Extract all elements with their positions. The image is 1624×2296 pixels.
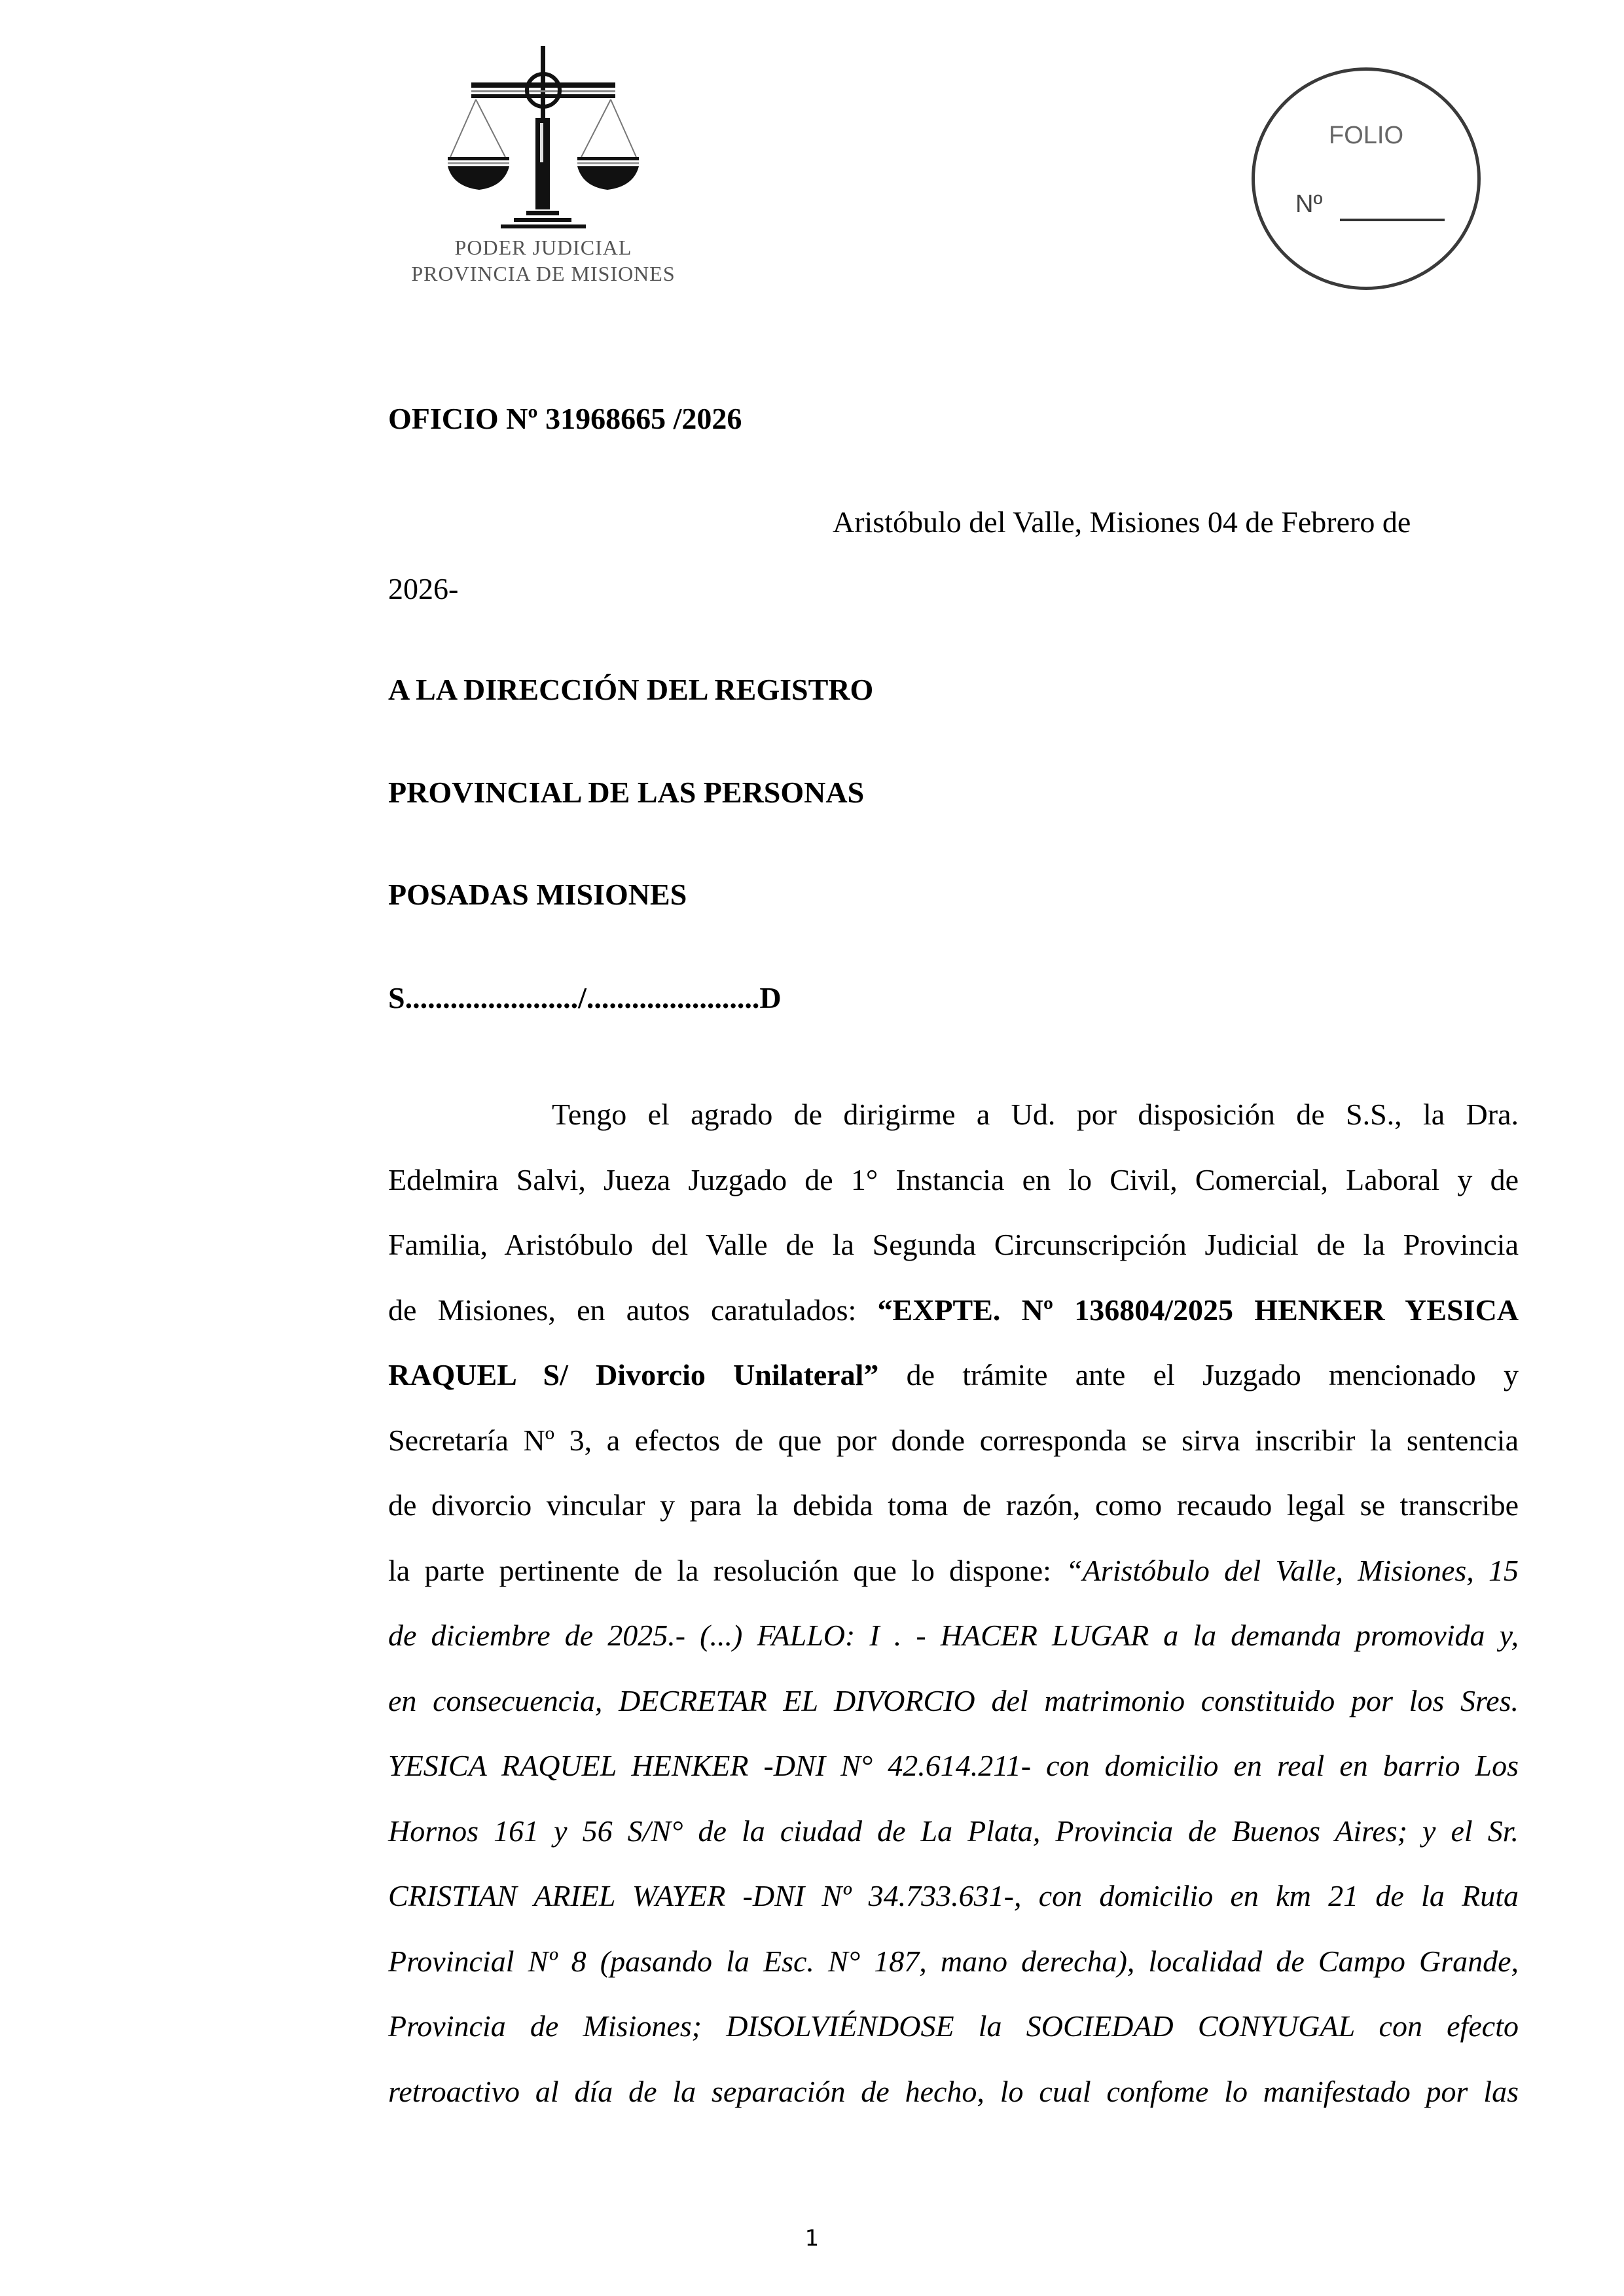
body-text: de Misiones, en autos caratulados: <box>388 1293 878 1327</box>
folio-title: FOLIO <box>1328 122 1404 149</box>
body-paragraph <box>388 1082 1519 2124</box>
scales-of-justice-icon <box>439 39 648 229</box>
date-line-1: Aristóbulo del Valle, Misiones 04 de Febrero de <box>833 505 1411 539</box>
case-title-text: RAQUEL S/ Divorcio Unilateral” <box>388 1358 879 1391</box>
quoted-ruling-text: Hornos 161 y 56 S/N° de la ciudad de La Plata, Provincia de Buenos Aires; y el Sr. <box>388 1814 1519 1848</box>
quoted-ruling-text: YESICA RAQUEL HENKER -DNI N° 42.614.211- con domicilio en real en barrio Los <box>388 1749 1519 1782</box>
body-line <box>388 1799 1519 1864</box>
quoted-ruling-text: Provincia de Misiones; DISOLVIÉNDOSE la SOCIEDAD CONYUGAL con efecto <box>388 2009 1519 2043</box>
quoted-ruling-text: de diciembre de 2025.- (...) FALLO: I . - HACER LUGAR a la demanda promovida y, <box>388 1619 1519 1652</box>
quoted-ruling-text: Provincial Nº 8 (pasando la Esc. N° 187, mano derecha), localidad de Campo Grande, <box>388 1944 1519 1978</box>
body-line <box>388 1994 1519 2059</box>
body-line <box>388 1408 1519 1473</box>
recipient-line-1: A LA DIRECCIÓN DEL REGISTRO <box>388 673 874 706</box>
body-line <box>388 1212 1519 1278</box>
body-line <box>388 1863 1519 1929</box>
body-text: Familia, Aristóbulo del Valle de la Segunda Circunscripción Judicial de la Provincia <box>388 1228 1519 1261</box>
recipient-line-3: POSADAS MISIONES <box>388 878 687 911</box>
body-line <box>388 1603 1519 1668</box>
folio-number-blank <box>1340 219 1445 221</box>
recipient-line-2: PROVINCIAL DE LAS PERSONAS <box>388 776 865 809</box>
body-line <box>388 1342 1519 1408</box>
body-line <box>388 1473 1519 1538</box>
quoted-ruling-text: retroactivo al día de la separación de hecho, lo cual confome lo manifestado por las <box>388 2074 1519 2108</box>
folio-stamp <box>1252 67 1481 290</box>
date-line-2: 2026- <box>388 572 459 605</box>
salutation: S......................./.......................D <box>388 981 782 1014</box>
body-line <box>388 1147 1519 1213</box>
oficio-number: OFICIO Nº 31968665 /2026 <box>388 402 742 435</box>
body-text: Edelmira Salvi, Jueza Juzgado de 1° Instancia en lo Civil, Comercial, Laboral y de <box>388 1162 1519 1196</box>
folio-number-label: Nº <box>1295 190 1323 218</box>
body-line <box>388 1929 1519 1994</box>
body-text: Tengo el agrado de dirigirme a Ud. por disposición de S.S., la Dra. <box>552 1098 1519 1131</box>
logo-line-poder-judicial: PODER JUDICIAL <box>454 236 632 259</box>
quoted-ruling-text: CRISTIAN ARIEL WAYER -DNI Nº 34.733.631-, con domicilio en km 21 de la Ruta <box>388 1879 1519 1912</box>
page-number: 1 <box>804 2225 820 2251</box>
case-title-text: “EXPTE. Nº 136804/2025 HENKER YESICA <box>877 1293 1519 1327</box>
body-line <box>388 1278 1519 1343</box>
body-line <box>388 2059 1519 2125</box>
body-line <box>388 1668 1519 1734</box>
body-text: Secretaría Nº 3, a efectos de que por donde corresponda se sirva inscribir la sentencia <box>388 1423 1519 1457</box>
body-text: de divorcio vincular y para la debida toma de razón, como recaudo legal se transcribe <box>388 1488 1519 1522</box>
quoted-ruling-text: “Aristóbulo del Valle, Misiones, 15 <box>1066 1553 1519 1587</box>
body-text: de trámite ante el Juzgado mencionado y <box>878 1358 1519 1391</box>
body-text: la parte pertinente de la resolución que lo dispone: <box>388 1553 1066 1587</box>
body-line <box>388 1082 1519 1147</box>
body-line <box>388 1538 1519 1604</box>
court-logo <box>399 39 687 288</box>
quoted-ruling-text: en consecuencia, DECRETAR EL DIVORCIO del matrimonio constituido por los Sres. <box>388 1683 1519 1717</box>
logo-line-provincia: PROVINCIA DE MISIONES <box>411 262 676 285</box>
body-line <box>388 1733 1519 1799</box>
